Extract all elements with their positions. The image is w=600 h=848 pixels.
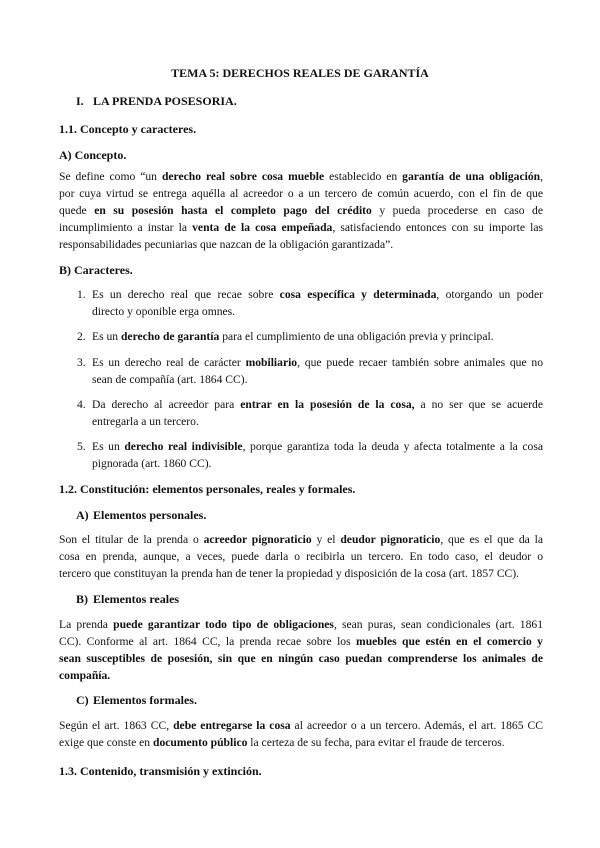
formales-paragraph: Según el art. 1863 CC, debe entregarse la cosa al acreedor o a un tercero. Además, el art. 1865 CC exige que conste en documento público la certeza de su fecha, para evitar el fraude de terceros. bbox=[59, 719, 543, 749]
document-page: TEMA 5: DERECHOS REALES DE GARANTÍA I. LA PRENDA POSESORIA. 1.1. Concepto y caracteres. A) Concepto. Se define como “un derecho real sobre cosa mueble establecido en garantía de una obligación, por cuya virtud se entrega aquélla al acreedor o a un tercero de común acuerdo, con el fin de que quede en su posesión hasta el completo pago del crédito y pueda procederse en caso de incumplimiento a instar la venta de la cosa empeñada, satisfaciendo entonces con su importe las responsabilidades pecuniarias que nazcan de la obligación garantizada”. B) Caracteres. 1. Es un derecho real que recae sobre cosa específica y determinada, otorgando un poder directo y oponible erga omnes. 2. Es un derecho de garantía para el cumplimiento de una obligación previa y principal. 3. Es un derecho real de carácter mobiliario, que puede recaer también sobre animales que no sean de compañía (art. 1864 CC). 4. Da derecho al acreedor para entrar en la posesión de la cosa, a no ser que se acuerde entregarla a un tercero. 5. Es un derecho real indivisible, porque garantiza toda la deuda y afecta totalmente a la cosa pignorada (art. 1860 CC). 1.2. Constitución: elementos personales, reales y formales. A) Elementos personales. Son el titular de la prenda o acreedor pignoraticio y el deudor pignoraticio, que es el que da la cosa en prenda, aunque, a veces, puede darla o recibirla un tercero. En todo caso, el deudor o tercero que constituyan la prenda han de tener la propiedad y disposición de la cosa (art. 1857 CC). B) Elementos reales La prenda puede garantizar todo tipo de obligaciones, sean puras, sean condicionales (art. 1861 CC). Conforme al art. 1864 CC, la prenda recae sobre los muebles que estén en el comercio y sean susceptibles de posesión, sin que en ningún caso puedan comprenderse los animales de compañía. C) Elementos formales. Según el art. 1863 CC, debe entregarse la cosa al acreedor o a un tercero. Además, el art. 1865 CC exige que conste en documento público la certeza de su fecha, para evitar el fraude de terceros. 1.3. Contenido, transmisión y extinción. bbox=[0, 0, 600, 848]
document-title: TEMA 5: DERECHOS REALES DE GARANTÍA bbox=[171, 66, 429, 80]
reales-paragraph: La prenda puede garantizar todo tipo de obligaciones, sean puras, sean condicionales (art. 1861 CC). Conforme al art. 1864 CC, la prenda recae sobre los muebles que estén en el comercio y sean susceptibles de posesión, sin que en ningún caso puedan comprenderse los animales de compañía. bbox=[59, 618, 543, 682]
concept-paragraph: Se define como “un derecho real sobre cosa mueble establecido en garantía de una obligación, por cuya virtud se entrega aquélla al acreedor o a un tercero de común acuerdo, con el fin de que quede en su posesión hasta el completo pago del crédito y pueda procederse en caso de incumplimiento a instar la venta de la cosa empeñada, satisfaciendo entonces con su importe las responsabilidades pecuniarias que nazcan de la obligación garantizada”. bbox=[59, 170, 543, 251]
section-heading-1 bbox=[76, 93, 237, 110]
personales-paragraph: Son el titular de la prenda o acreedor pignoraticio y el deudor pignoraticio, que es el que da la cosa en prenda, aunque, a veces, puede darla o recibirla un tercero. En todo caso, el deudor o tercero que constituyan la prenda han de tener la propiedad y disposición de la cosa (art. 1857 CC). bbox=[59, 533, 544, 580]
heading-elementos-reales: B) Elementos reales bbox=[76, 592, 180, 606]
heading-elementos-personales: A) Elementos personales. bbox=[76, 508, 207, 522]
section-number: I. bbox=[76, 94, 84, 108]
heading-elementos-formales: C) Elementos formales. bbox=[76, 693, 197, 707]
subsection-heading-1-3: 1.3. Contenido, transmisión y extinción. bbox=[59, 764, 262, 778]
subsection-heading-1-2: 1.2. Constitución: elementos personales, reales y formales. bbox=[59, 482, 356, 496]
heading-caracteres: B) Caracteres. bbox=[59, 263, 133, 277]
heading-concepto: A) Concepto. bbox=[59, 148, 127, 162]
section-label: LA PRENDA POSESORIA. bbox=[93, 94, 237, 108]
subsection-heading-1-1: 1.1. Concepto y caracteres. bbox=[59, 122, 197, 136]
